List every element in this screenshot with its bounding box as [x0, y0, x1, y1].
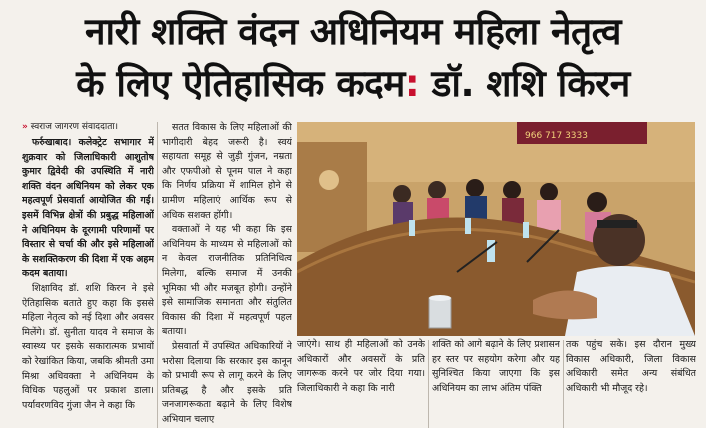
article-column-2 [162, 121, 292, 428]
paragraph: प्रेसवार्ता में उपस्थित अधिकारियों ने भरोसा दिलाया कि सरकार इस कानून को प्रभावी रूप से लागू करने के लिए प्रतिबद्ध है और इसके प्रति जनजागरूकता बढ़ाने के लिए विशेष अभियान चलाए [162, 340, 292, 425]
column-divider [428, 340, 429, 428]
headline-line-1: नारी शक्ति वंदन अधिनियम महिला नेतृत्व [85, 10, 621, 53]
article-column-1 [22, 121, 154, 428]
headline-colon: : [404, 62, 420, 105]
paragraph: वक्ताओं ने यह भी कहा कि इस अधिनियम के माध्यम से महिलाओं को न केवल राजनीतिक प्रतिनिधित्व मिलेगा, बल्कि समाज में उनकी भूमिका भी और मजबूत होगी। उन्होंने इसे सामाजिक समानता और संतुलित विकास की दिशा में महत्वपूर्ण पहल बताया। [162, 224, 292, 338]
headline-name: डॉ. शशि किरन [431, 62, 630, 105]
article-bottom-column-1: जाएंगे। साथ ही महिलाओं को उनके अधिकारों और अवसरों के प्रति जागरूक करने पर जोर दिया गया। जिलाधिकारी ने कहा कि नारी [297, 339, 425, 394]
headline-line-2 [0, 58, 706, 110]
byline-mark: » [22, 122, 28, 132]
press-conference-photo [297, 122, 695, 336]
photo-banner-number: 966 717 3333 [525, 131, 588, 141]
paragraph-lead: फर्रुखाबाद। कलेक्ट्रेट सभागार में शुक्रवार को जिलाधिकारी आशुतोष कुमार द्विवेदी की उपस्थिति में नारी शक्ति वंदन अधिनियम को लेकर एक महत्वपूर्ण प्रेसवार्ता आयोजित की गई। इसमें विभिन्न क्षेत्रों की प्रबुद्ध महिलाओं ने अधिनियम के दूरगामी परिणामों पर विस्तार से चर्चा की और इसे महिलाओं के सशक्तिकरण की दिशा में एक अहम कदम बताया। [22, 137, 154, 280]
byline [22, 121, 154, 134]
byline-text: स्वराज जागरण संवाददाता। [30, 122, 119, 132]
article-bottom-column-2: शक्ति को आगे बढ़ाने के लिए प्रशासन हर स्तर पर सहयोग करेगा और यह सुनिश्चित किया जाएगा कि इस अधिनियम का लाभ अंतिम पंक्ति [432, 339, 560, 394]
headline-main: के लिए ऐतिहासिक कदम [76, 62, 405, 105]
column-divider [157, 122, 158, 428]
headline [0, 0, 706, 118]
paragraph: शिक्षाविद डॉ. शशि किरन ने इसे ऐतिहासिक बताते हुए कहा कि इससे महिला नेतृत्व को नई दिशा और अवसर मिलेंगे। डॉ. सुनीता यादव ने समाज के स्वास्थ्य पर इसके सकारात्मक प्रभावों को रेखांकित किया, जबकि श्रीमती उमा मिश्रा अधिवक्ता ने अधिनियम के विधिक पहलुओं पर प्रकाश डाला। पर्यावरणविद गुंजा जैन ने कहा कि [22, 282, 154, 411]
article-bottom-column-3: तक पहुंच सके। इस दौरान मुख्य विकास अधिकारी, जिला विकास अधिकारी समेत अन्य संबंधित अधिकारी भी मौजूद रहे। [566, 339, 696, 394]
photo-glass [429, 295, 451, 328]
paragraph: सतत विकास के लिए महिलाओं की भागीदारी बेहद जरूरी है। स्वयं सहायता समूह से जुड़ी गुंजन, नम्रता और एफपीओ से पूनम पाल ने कहा कि निर्णय प्रक्रिया में शामिल होने से ग्रामीण महिलाएं आर्थिक रूप से अधिक सशक्त होंगी। [162, 122, 292, 221]
photo-illustration [297, 122, 695, 336]
photo-wall-clock [319, 170, 339, 190]
column-divider [563, 340, 564, 428]
